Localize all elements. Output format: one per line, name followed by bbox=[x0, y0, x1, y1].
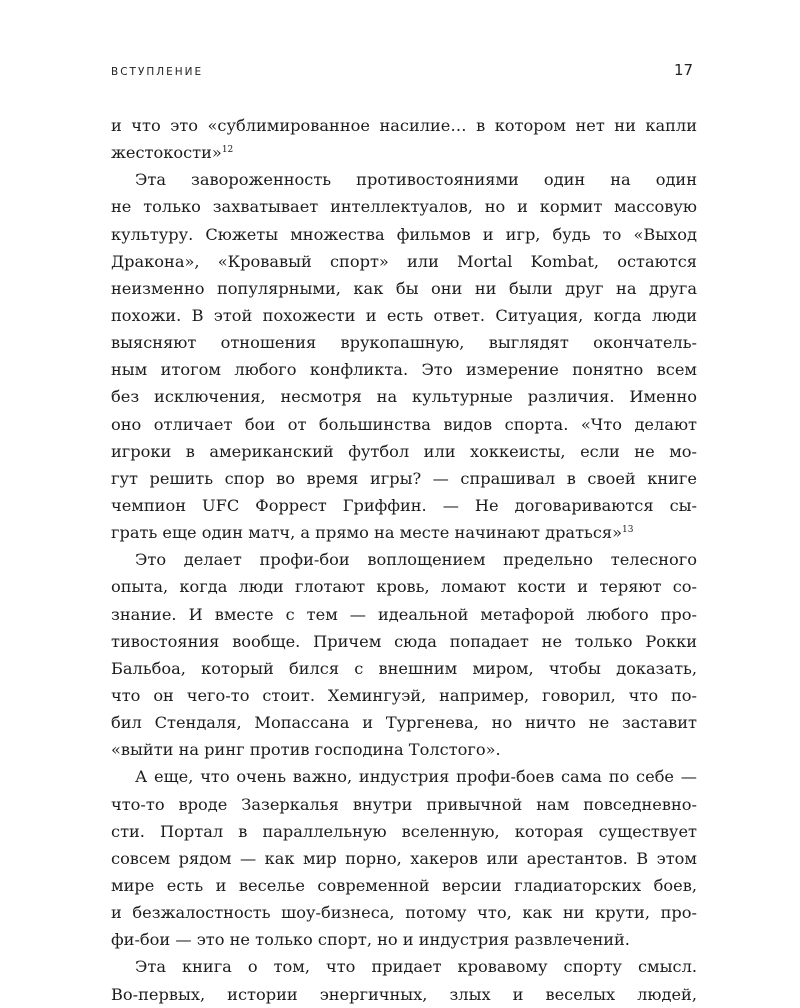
running-head-section-title: ВСТУПЛЕНИЕ bbox=[111, 66, 204, 78]
text-line bbox=[111, 465, 697, 492]
text-line-content: оно отличает бои от большинства видов спорта. «Что делают bbox=[111, 414, 697, 434]
text-line bbox=[111, 709, 697, 736]
text-line-content: игроки в американский футбол или хоккеисты, если не мо- bbox=[111, 441, 697, 461]
text-line bbox=[111, 329, 697, 356]
text-line bbox=[111, 628, 697, 655]
text-line bbox=[111, 736, 697, 763]
text-line bbox=[111, 519, 697, 546]
body-text bbox=[111, 112, 697, 1008]
text-line bbox=[111, 953, 697, 980]
text-line bbox=[111, 818, 697, 845]
text-line bbox=[111, 492, 697, 519]
text-line bbox=[111, 438, 697, 465]
text-line bbox=[111, 302, 697, 329]
text-line-content: гут решить спор во время игры? — спрашивал в своей книге bbox=[111, 468, 697, 488]
text-line-content: «выйти на ринг против господина Толстого». bbox=[111, 740, 501, 760]
text-line-content: Дракона», «Кровавый спорт» или Mortal Kombat, остаются bbox=[111, 251, 697, 271]
text-line-content: мире есть и веселье современной версии гладиаторских боев, bbox=[111, 875, 697, 895]
text-line bbox=[111, 981, 697, 1008]
footnote-marker: 12 bbox=[221, 145, 234, 156]
text-line bbox=[111, 926, 697, 953]
text-line-content: не только захватывает интеллектуалов, но и кормит массовую bbox=[111, 197, 697, 217]
text-line bbox=[111, 139, 697, 166]
text-line-content: и что это «сублимированное насилие… в котором нет ни капли bbox=[111, 116, 697, 135]
text-line-content: бил Стендаля, Мопассана и Тургенева, но ничто не заставит bbox=[111, 713, 697, 733]
text-line-content: Бальбоа, который бился с внешним миром, чтобы доказать, bbox=[111, 658, 697, 678]
text-line bbox=[111, 221, 697, 248]
text-line-content: опыта, когда люди глотают кровь, ломают кости и теряют со- bbox=[111, 577, 697, 597]
text-line-content: фи-бои — это не только спорт, но и индустрия развлечений. bbox=[111, 930, 630, 950]
text-line-content: выясняют отношения врукопашную, выглядят окончатель- bbox=[111, 333, 697, 353]
text-line bbox=[111, 763, 697, 790]
text-line-content: совсем рядом — как мир порно, хакеров или арестантов. В этом bbox=[111, 848, 697, 868]
text-line bbox=[111, 899, 697, 926]
text-line-content: сти. Портал в параллельную вселенную, которая существует bbox=[111, 821, 697, 841]
text-line-content: грать еще один матч, а прямо на месте начинают драться» bbox=[111, 523, 623, 543]
text-line bbox=[111, 356, 697, 383]
text-line-content: культуру. Сюжеты множества фильмов и игр, будь то «Выход bbox=[111, 224, 697, 244]
text-line-content: Во-первых, истории энергичных, злых и веселых людей, bbox=[111, 984, 697, 1004]
text-line bbox=[111, 248, 697, 275]
footnote-marker: 13 bbox=[622, 525, 634, 536]
text-line bbox=[111, 845, 697, 872]
text-line bbox=[111, 791, 697, 818]
text-line bbox=[111, 112, 697, 139]
text-line-content: без исключения, несмотря на культурные различия. Именно bbox=[111, 387, 697, 407]
text-line-content: что-то вроде Зазеркалья внутри привычной нам повседневно- bbox=[111, 794, 697, 814]
text-line bbox=[111, 193, 697, 220]
text-line-content: и безжалостность шоу-бизнеса, потому что, как ни крути, про- bbox=[111, 903, 697, 923]
text-line-content: жестокости» bbox=[111, 143, 222, 163]
text-line-content: Эта книга о том, что придает кровавому спорту смысл. bbox=[135, 957, 697, 977]
text-line bbox=[111, 655, 697, 682]
text-line bbox=[111, 682, 697, 709]
text-line-content: что он чего-то стоит. Хемингуэй, например, говорил, что по- bbox=[111, 685, 697, 705]
text-line-content: Это делает профи-бои воплощением предельно телесного bbox=[135, 550, 697, 570]
text-line-content: неизменно популярными, как бы они ни были друг на друга bbox=[111, 278, 697, 298]
text-line-content: А еще, что очень важно, индустрия профи-боев сама по себе — bbox=[135, 767, 697, 787]
text-line-content: похожи. В этой похожести и есть ответ. Ситуация, когда люди bbox=[111, 305, 697, 325]
text-line-content: Эта завороженность противостояниями один на один bbox=[135, 170, 697, 190]
text-line bbox=[111, 383, 697, 410]
text-line bbox=[111, 601, 697, 628]
text-line bbox=[111, 411, 697, 438]
text-line-content: знание. И вместе с тем — идеальной метафорой любого про- bbox=[111, 604, 697, 624]
text-line-content: тивостояния вообще. Причем сюда попадает не только Рокки bbox=[111, 631, 697, 651]
text-line-content: ным итогом любого конфликта. Это измерение понятно всем bbox=[111, 360, 697, 380]
text-line-content: чемпион UFC Форрест Гриффин. — Не договариваются сы- bbox=[111, 495, 697, 515]
text-line bbox=[111, 573, 697, 600]
text-line bbox=[111, 166, 697, 193]
text-line bbox=[111, 872, 697, 899]
text-line bbox=[111, 275, 697, 302]
page-number: 17 bbox=[674, 61, 694, 79]
text-line bbox=[111, 546, 697, 573]
